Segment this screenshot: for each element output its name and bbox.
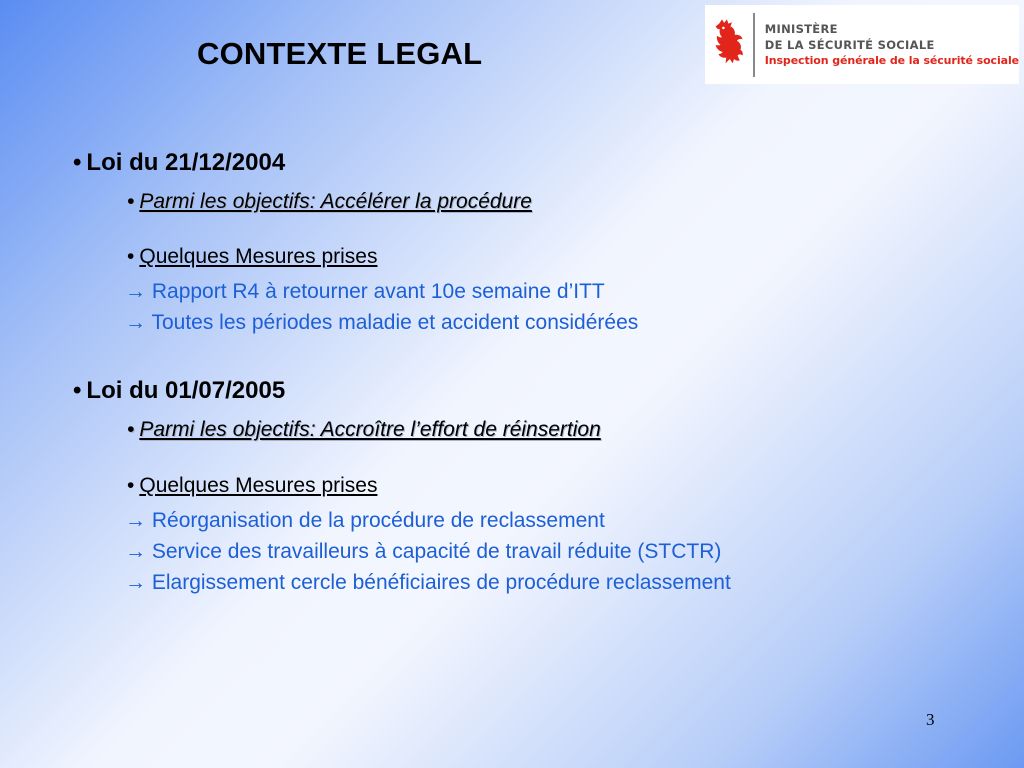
arrow-icon: →: [125, 311, 146, 334]
measure-text: Service des travailleurs à capacité de travail réduite (STCTR): [151, 540, 722, 563]
logo-line-securite-sociale: DE LA SÉCURITÉ SOCIALE: [764, 37, 935, 52]
bullet-icon: •: [73, 377, 82, 404]
objective-text: Parmi les objectifs: Accélérer la procédure: [139, 190, 532, 213]
arrow-icon: →: [125, 540, 146, 563]
objective-text: Parmi les objectifs: Accroître l’effort de réinsertion: [139, 418, 601, 441]
measure-line: [125, 509, 605, 533]
objective-item: [127, 418, 601, 442]
logo-separator: [753, 13, 754, 77]
arrow-icon: →: [125, 571, 146, 594]
logo-line-ministere: MINISTÈRE: [764, 21, 838, 36]
measures-item: [127, 245, 377, 269]
bullet-icon: •: [127, 474, 135, 497]
bullet-icon: •: [127, 245, 135, 268]
section-heading: [73, 377, 285, 405]
heading-text: Loi du 21/12/2004: [86, 149, 286, 176]
ministry-logo: [705, 5, 1019, 84]
section-heading: [73, 149, 285, 177]
bullet-icon: •: [127, 418, 135, 441]
measure-line: [125, 311, 638, 335]
logo-line-inspection: Inspection générale de la sécurité sociale: [764, 53, 1019, 67]
arrow-icon: →: [125, 509, 146, 532]
page-number: 3: [926, 710, 935, 729]
slide-title: CONTEXTE LEGAL: [197, 36, 483, 71]
logo-text: [765, 21, 1019, 69]
measure-line: [125, 540, 721, 564]
measures-label: Quelques Mesures prises: [139, 474, 378, 497]
measure-line: [125, 280, 605, 304]
lion-icon: [705, 5, 750, 84]
measure-text: Elargissement cercle bénéficiaires de procédure reclassement: [151, 571, 731, 594]
bullet-icon: •: [73, 149, 82, 176]
measure-text: Rapport R4 à retourner avant 10e semaine d’ITT: [151, 280, 605, 303]
bullet-icon: •: [127, 190, 135, 213]
arrow-icon: →: [125, 280, 146, 303]
heading-text: Loi du 01/07/2005: [86, 377, 286, 404]
measure-text: Réorganisation de la procédure de reclassement: [151, 509, 605, 532]
measure-line: [125, 571, 731, 595]
measures-item: [127, 474, 377, 498]
objective-item: [127, 190, 532, 214]
measures-label: Quelques Mesures prises: [139, 245, 378, 268]
measure-text: Toutes les périodes maladie et accident considérées: [151, 311, 639, 334]
